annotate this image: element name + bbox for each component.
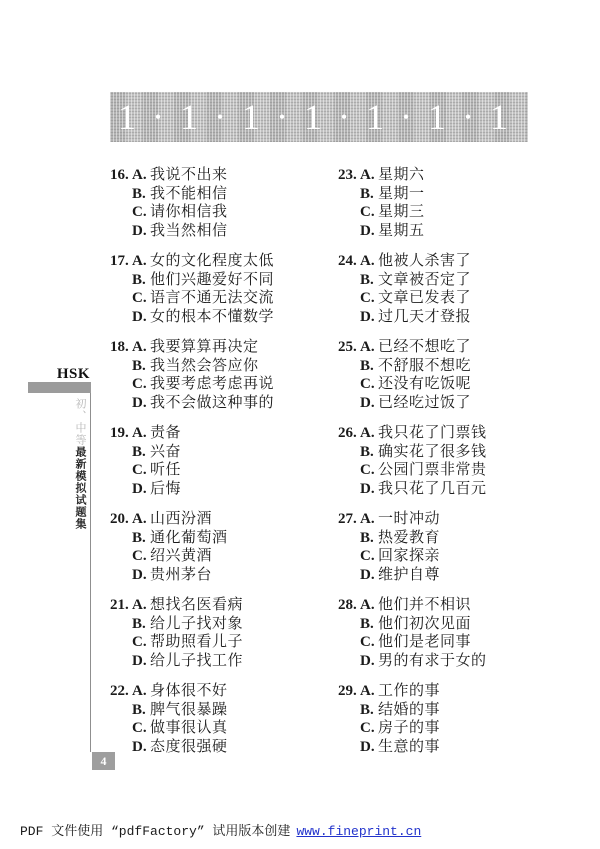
option-text: 他们初次见面 (378, 615, 472, 632)
option-letter: A. (132, 339, 147, 355)
option-text: 态度很强硬 (150, 738, 228, 755)
band-dot-icon: • (278, 107, 286, 127)
answer-option (360, 252, 566, 271)
band-dot-icon: • (340, 107, 348, 127)
question-item (338, 252, 566, 326)
option-letter: C. (360, 376, 375, 392)
option-text: 男的有求于女的 (378, 652, 487, 669)
option-text: 过几天才登报 (378, 308, 472, 325)
answer-option (132, 394, 338, 413)
option-letter: D. (132, 308, 147, 325)
option-text: 女的文化程度太低 (150, 253, 275, 269)
option-text: 确实花了很多钱 (378, 443, 487, 460)
option-letter: A. (132, 167, 147, 183)
answer-option (360, 461, 566, 480)
option-letter: C. (132, 376, 147, 392)
option-text: 给儿子找工作 (150, 652, 244, 669)
option-text: 回家探亲 (378, 548, 441, 564)
answer-option (360, 357, 566, 376)
option-letter: B. (360, 615, 374, 632)
question-item (110, 596, 338, 670)
option-text: 后悔 (150, 480, 182, 497)
option-letter: D. (360, 566, 375, 583)
option-text: 不舒服不想吃 (378, 357, 472, 374)
option-text: 文章已发表了 (378, 290, 472, 306)
answer-option (132, 529, 338, 548)
answer-option (132, 185, 338, 204)
option-letter: B. (132, 701, 146, 718)
option-letter: C. (132, 290, 147, 306)
answer-option (360, 547, 566, 566)
option-text: 责备 (150, 425, 182, 441)
option-letter: B. (360, 185, 374, 202)
answer-option (132, 510, 338, 529)
option-text: 文章被否定了 (378, 271, 472, 288)
pdf-watermark-footer (20, 820, 421, 839)
option-letter: C. (360, 720, 375, 736)
option-letter: C. (132, 548, 147, 564)
option-letter: A. (132, 511, 147, 527)
answer-option (360, 529, 566, 548)
option-text: 我当然会答应你 (150, 357, 259, 374)
option-letter: B. (132, 615, 146, 632)
answer-options (360, 510, 566, 584)
option-letter: B. (360, 443, 374, 460)
sidebar-vertical-rule (90, 393, 91, 752)
option-letter: B. (360, 271, 374, 288)
option-letter: A. (360, 339, 375, 355)
answer-option (360, 375, 566, 394)
question-number: 18. (110, 339, 129, 355)
option-text: 一时冲动 (378, 511, 441, 527)
answer-option (360, 166, 566, 185)
question-item (110, 510, 338, 584)
answer-option (132, 166, 338, 185)
question-column-right (338, 166, 566, 768)
page-number-badge: 4 (92, 752, 115, 770)
answer-option (360, 652, 566, 671)
option-text: 我当然相信 (150, 222, 228, 239)
question-number: 29. (338, 683, 357, 699)
option-text: 房子的事 (378, 720, 441, 736)
option-letter: D. (132, 222, 147, 239)
answer-option (360, 185, 566, 204)
band-digit: 1 (118, 97, 136, 137)
answer-option (132, 701, 338, 720)
option-text: 热爱教育 (378, 529, 441, 546)
option-letter: B. (360, 701, 374, 718)
answer-option (360, 308, 566, 327)
band-digit: 1 (490, 97, 508, 137)
answer-option (132, 252, 338, 271)
option-text: 公园门票非常贵 (378, 462, 487, 478)
option-letter: D. (132, 480, 147, 497)
option-text: 山西汾酒 (150, 511, 213, 527)
option-text: 生意的事 (378, 738, 441, 755)
option-letter: C. (360, 290, 375, 306)
option-letter: B. (132, 443, 146, 460)
question-number: 25. (338, 339, 357, 355)
question-number: 17. (110, 253, 129, 269)
answer-option (360, 480, 566, 499)
series-title-light: 初、中等 (74, 398, 86, 446)
option-letter: A. (360, 683, 375, 699)
answer-option (132, 738, 338, 757)
question-item (110, 682, 338, 756)
option-text: 他们兴趣爱好不同 (150, 271, 275, 288)
option-text: 还没有吃饭呢 (378, 376, 472, 392)
answer-option (360, 682, 566, 701)
answer-options (132, 424, 338, 498)
answer-option (360, 615, 566, 634)
option-letter: A. (132, 425, 147, 441)
question-number: 24. (338, 253, 357, 269)
band-dot-icon: • (402, 107, 410, 127)
answer-option (132, 357, 338, 376)
question-item (338, 166, 566, 240)
option-letter: D. (132, 394, 147, 411)
option-text: 绍兴黄酒 (150, 548, 213, 564)
option-letter: A. (360, 511, 375, 527)
option-letter: A. (360, 253, 375, 269)
answer-option (132, 424, 338, 443)
series-title-bold: 最新模拟试题集 (74, 446, 86, 530)
question-item (338, 510, 566, 584)
option-letter: A. (360, 597, 375, 613)
option-text: 我不能相信 (150, 185, 228, 202)
option-letter: B. (132, 185, 146, 202)
option-text: 听任 (150, 462, 182, 478)
answer-option (360, 443, 566, 462)
answer-option (132, 461, 338, 480)
answer-option (132, 222, 338, 241)
option-letter: D. (132, 738, 147, 755)
answer-options (132, 166, 338, 240)
question-number: 28. (338, 597, 357, 613)
answer-option (360, 424, 566, 443)
option-letter: D. (360, 394, 375, 411)
option-text: 请你相信我 (150, 204, 228, 220)
option-text: 星期三 (378, 204, 425, 220)
answer-option (132, 596, 338, 615)
option-text: 工作的事 (378, 683, 441, 699)
question-item (110, 166, 338, 240)
band-dot-icon: • (216, 107, 224, 127)
option-text: 语言不通无法交流 (150, 290, 275, 306)
header-ruler-band (110, 92, 528, 142)
answer-option (132, 480, 338, 499)
option-text: 我要算算再决定 (150, 339, 259, 355)
option-letter: B. (132, 357, 146, 374)
question-number: 21. (110, 597, 129, 613)
option-text: 给儿子找对象 (150, 615, 244, 632)
answer-option (360, 738, 566, 757)
answer-option (132, 682, 338, 701)
option-text: 我只花了几百元 (378, 480, 487, 497)
band-digit: 1 (428, 97, 446, 137)
option-letter: C. (132, 204, 147, 220)
option-text: 做事很认真 (150, 720, 228, 736)
question-number: 22. (110, 683, 129, 699)
option-text: 他被人杀害了 (378, 253, 472, 269)
option-text: 星期六 (378, 167, 425, 183)
option-letter: D. (360, 480, 375, 497)
question-item (110, 424, 338, 498)
option-text: 帮助照看儿子 (150, 634, 244, 650)
answer-options (360, 338, 566, 412)
answer-option (360, 596, 566, 615)
option-text: 我要考虑考虑再说 (150, 376, 275, 392)
option-letter: C. (132, 720, 147, 736)
hsk-brand-label: HSK (56, 366, 90, 382)
option-text: 脾气很暴躁 (150, 701, 228, 718)
option-letter: A. (132, 683, 147, 699)
answer-option (360, 394, 566, 413)
answer-option (360, 566, 566, 585)
answer-options (360, 682, 566, 756)
question-item (110, 338, 338, 412)
answer-option (132, 566, 338, 585)
answer-option (132, 443, 338, 462)
answer-option (360, 338, 566, 357)
option-letter: C. (360, 204, 375, 220)
option-letter: D. (132, 652, 147, 669)
option-letter: D. (360, 652, 375, 669)
answer-option (132, 289, 338, 308)
answer-option (360, 510, 566, 529)
question-item (110, 252, 338, 326)
question-item (338, 338, 566, 412)
option-text: 身体很不好 (150, 683, 228, 699)
option-text: 女的根本不懂数学 (150, 308, 275, 325)
option-letter: C. (360, 634, 375, 650)
question-item (338, 424, 566, 498)
answer-options (132, 510, 338, 584)
question-number: 26. (338, 425, 357, 441)
question-number: 27. (338, 511, 357, 527)
answer-option (360, 203, 566, 222)
answer-option (360, 289, 566, 308)
option-letter: D. (360, 308, 375, 325)
band-digit: 1 (304, 97, 322, 137)
question-number: 16. (110, 167, 129, 183)
answer-option (132, 308, 338, 327)
option-letter: B. (360, 529, 374, 546)
option-letter: B. (132, 271, 146, 288)
answer-option (360, 633, 566, 652)
option-text: 我不会做这种事的 (150, 394, 275, 411)
option-letter: C. (132, 462, 147, 478)
option-letter: C. (132, 634, 147, 650)
question-column-left (110, 166, 338, 768)
answer-option (132, 652, 338, 671)
option-text: 他们是老同事 (378, 634, 472, 650)
answer-options (132, 682, 338, 756)
answer-options (360, 596, 566, 670)
answer-options (360, 166, 566, 240)
answer-option (360, 222, 566, 241)
option-text: 他们并不相识 (378, 597, 472, 613)
option-letter: A. (132, 597, 147, 613)
answer-option (360, 271, 566, 290)
answer-option (132, 615, 338, 634)
answer-option (132, 547, 338, 566)
option-text: 想找名医看病 (150, 597, 244, 613)
answer-options (360, 424, 566, 498)
option-letter: C. (360, 462, 375, 478)
answer-option (132, 633, 338, 652)
band-digit: 1 (366, 97, 384, 137)
option-text: 通化葡萄酒 (150, 529, 228, 546)
option-text: 贵州茅台 (150, 566, 213, 583)
band-digit: 1 (180, 97, 198, 137)
sidebar-series-title (70, 398, 90, 658)
answer-option (132, 203, 338, 222)
question-number: 20. (110, 511, 129, 527)
answer-options (132, 596, 338, 670)
answer-options (132, 252, 338, 326)
option-letter: D. (132, 566, 147, 583)
question-number: 19. (110, 425, 129, 441)
band-digit: 1 (242, 97, 260, 137)
option-letter: A. (132, 253, 147, 269)
option-text: 已经吃过饭了 (378, 394, 472, 411)
option-text: 我说不出来 (150, 167, 228, 183)
answer-option (132, 271, 338, 290)
answer-options (360, 252, 566, 326)
answer-option (360, 719, 566, 738)
band-dot-icon: • (154, 107, 162, 127)
option-letter: B. (360, 357, 374, 374)
option-letter: A. (360, 167, 375, 183)
answer-options (132, 338, 338, 412)
option-text: 已经不想吃了 (378, 339, 472, 355)
band-dot-icon: • (464, 107, 472, 127)
option-text: 星期五 (378, 222, 425, 239)
option-letter: A. (360, 425, 375, 441)
question-number: 23. (338, 167, 357, 183)
option-text: 星期一 (378, 185, 425, 202)
answer-option (132, 338, 338, 357)
answer-option (360, 701, 566, 720)
option-letter: B. (132, 529, 146, 546)
question-item (338, 596, 566, 670)
option-letter: C. (360, 548, 375, 564)
option-letter: D. (360, 222, 375, 239)
option-letter: D. (360, 738, 375, 755)
option-text: 我只花了门票钱 (378, 425, 487, 441)
option-text: 结婚的事 (378, 701, 441, 718)
option-text: 兴奋 (150, 443, 182, 460)
pdf-watermark-text: PDF 文件使用 “pdfFactory” 试用版本创建 (20, 824, 291, 839)
answer-option (132, 719, 338, 738)
option-text: 维护自尊 (378, 566, 441, 583)
fineprint-link[interactable]: www.fineprint.cn (296, 824, 422, 839)
answer-option (132, 375, 338, 394)
sidebar-gray-bar (28, 382, 91, 393)
question-item (338, 682, 566, 756)
